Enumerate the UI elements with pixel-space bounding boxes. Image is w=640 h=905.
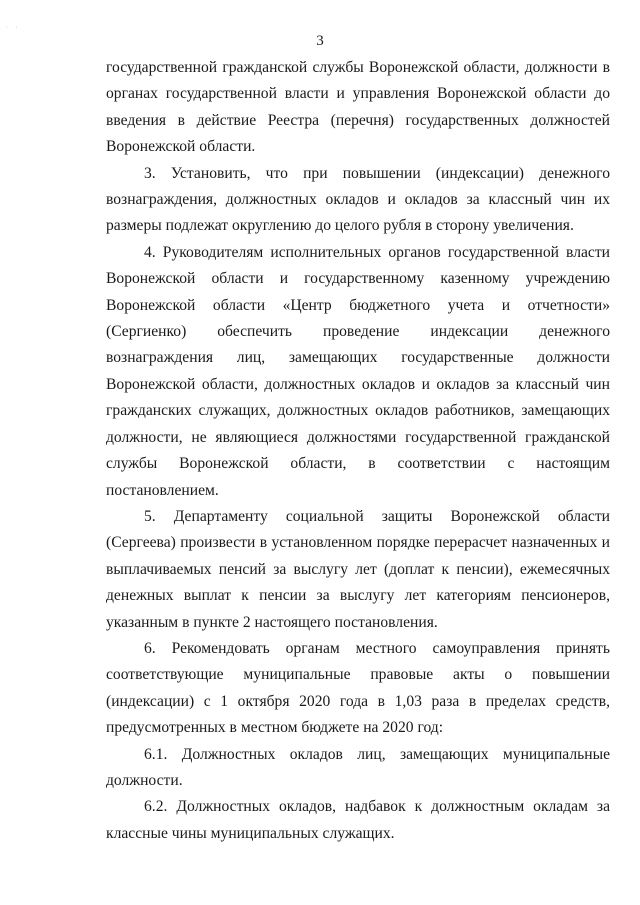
- paragraph-item-6-1: 6.1. Должностных окладов лиц, замещающих муниципальные должности.: [106, 745, 610, 789]
- paragraph-item-3: 3. Установить, что при повышении (индексации) денежного вознаграждения, должностных окладов и окладов за классный чин их размеры подлежат округлению до целого рубля в сторону увеличения.: [106, 164, 610, 235]
- scan-corner-mark: · ·: [6, 25, 21, 31]
- paragraph-item-5: 5. Департаменту социальной защиты Воронежской области (Сергеева) произвести в установленном порядке перерасчет назначенных и выплачиваемых пенсий за выслугу лет (доплат к пенсии), ежемесячных денежных выплат к пенсии за выслугу лет категориям пенсионеров, указанным в пункте 2 настоящего постановления.: [106, 507, 610, 631]
- paragraph-continuation: государственной гражданской службы Воронежской области, должности в органах государственной власти и управления Воронежской области до введения в действие Реестра (перечня) государственных должностей Воронежской области.: [106, 59, 610, 156]
- page-number: 3: [316, 33, 324, 49]
- document-body: [106, 55, 610, 847]
- paragraph-item-4: 4. Руководителям исполнительных органов государственной власти Воронежской области и государственному казенному учреждению Воронежской области «Центр бюджетного учета и отчетности» (Сергиенко) обеспечить проведение индексации денежного вознаграждения лиц, замещающих государственные должности Воронежской области, должностных окладов и окладов за классный чин гражданских служащих, должностных окладов работников, замещающих должности, не являющиеся должностями государственной гражданской службы Воронежской области, в соответствии с настоящим постановлением.: [106, 243, 610, 499]
- paragraph-item-6-2: 6.2. Должностных окладов, надбавок к должностным окладам за классные чины муниципальных служащих.: [106, 798, 610, 842]
- paragraph-item-6: 6. Рекомендовать органам местного самоуправления принять соответствующие муниципальные правовые акты о повышении (индексации) с 1 октября 2020 года в 1,03 раза в пределах средств, предусмотренных в местном бюджете на 2020 год:: [106, 639, 610, 737]
